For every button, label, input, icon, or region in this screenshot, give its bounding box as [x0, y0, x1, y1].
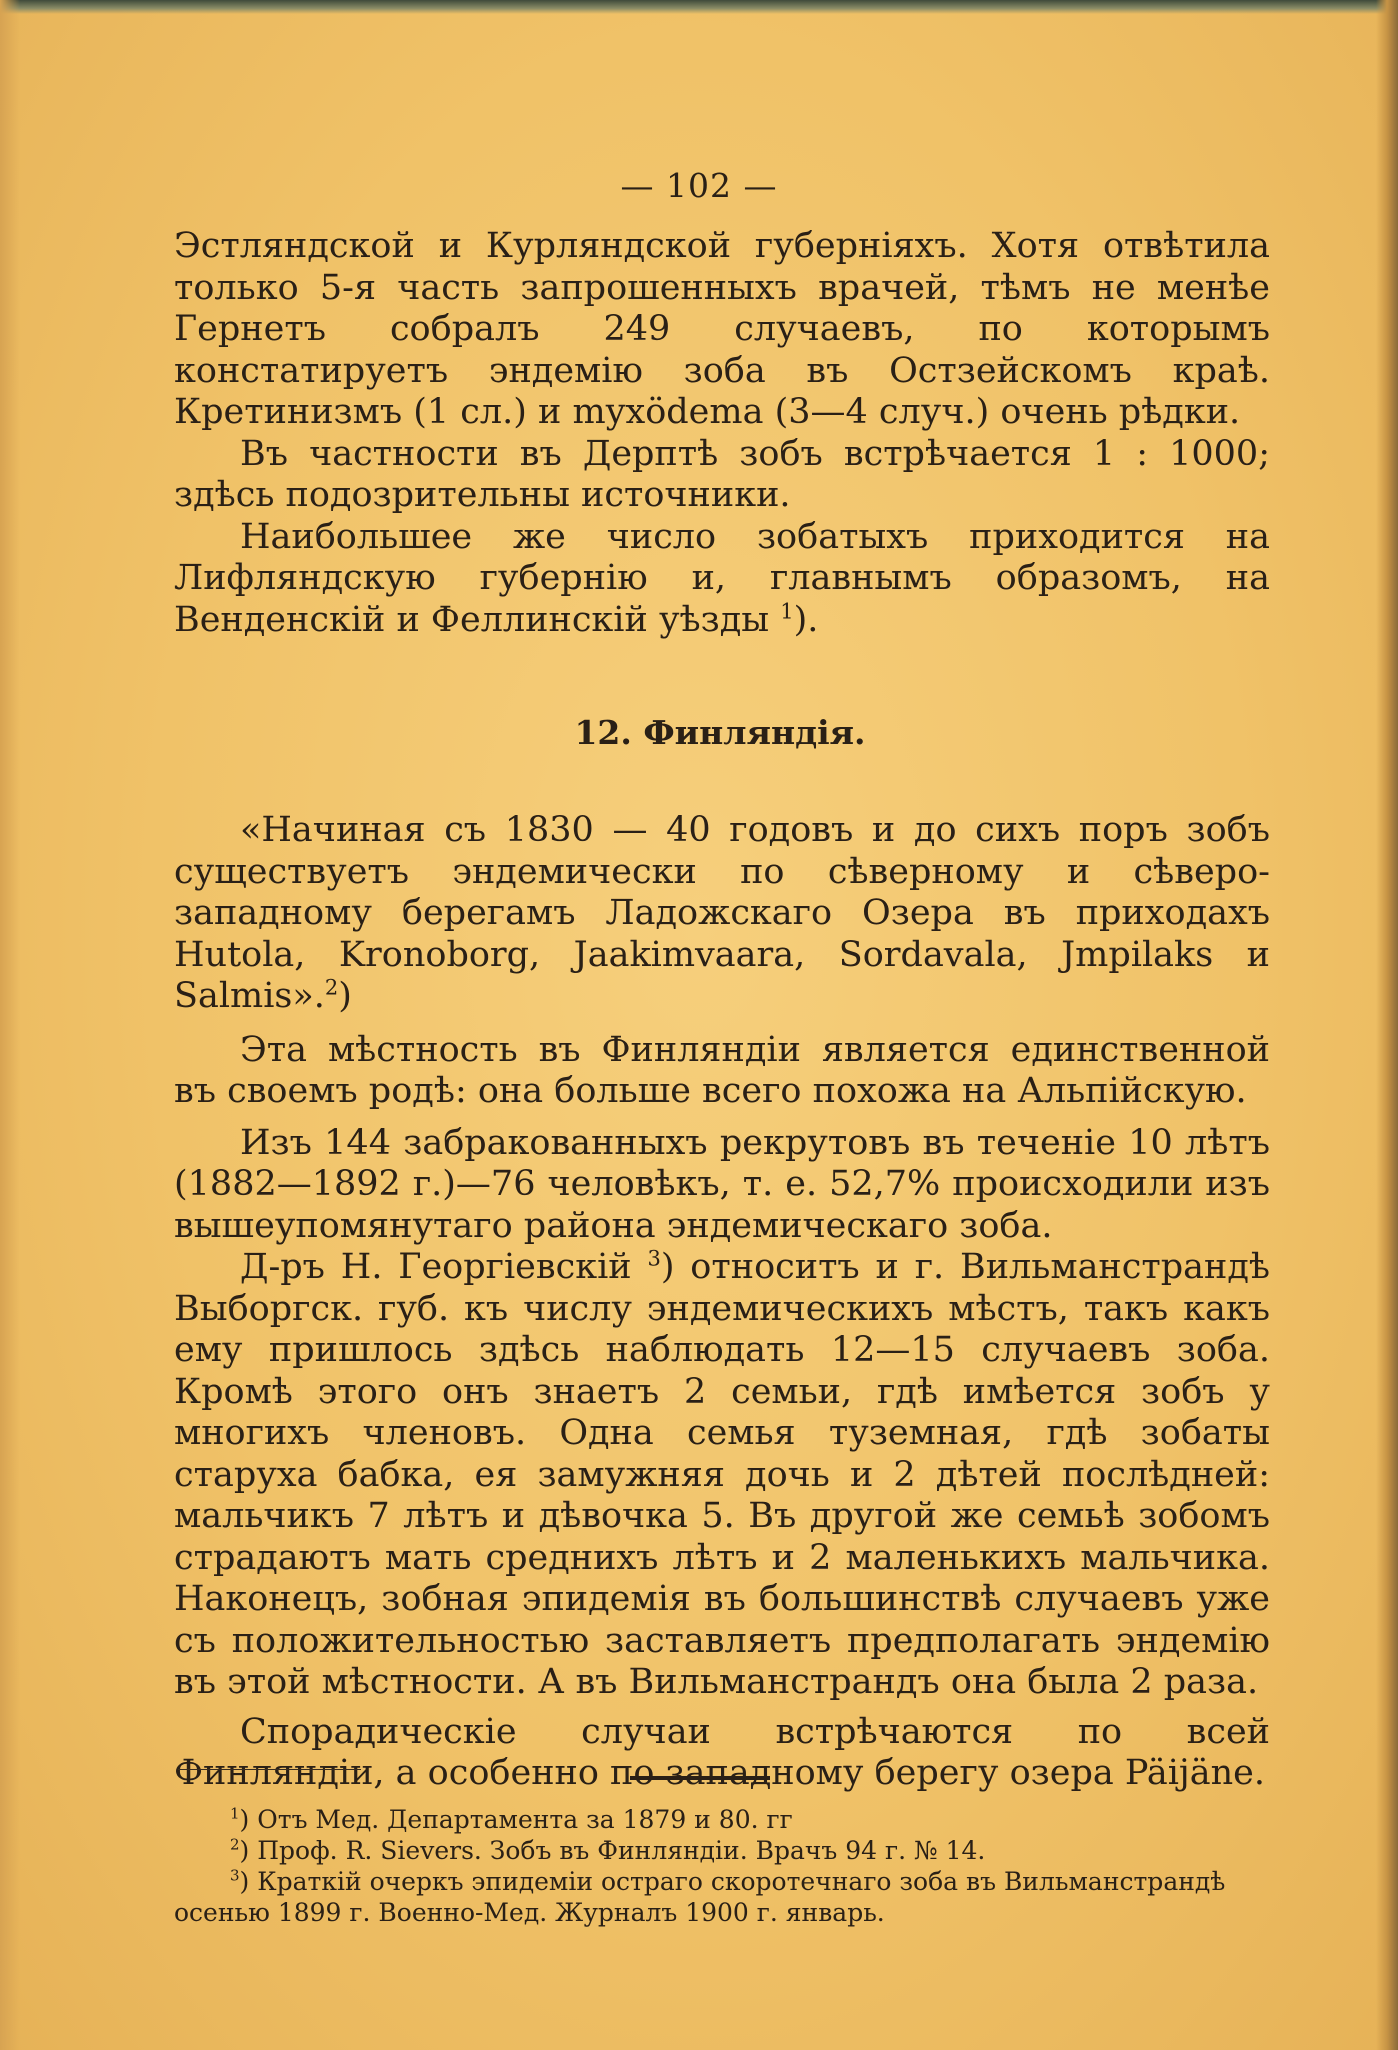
- footnote-1: [174, 1804, 1274, 1835]
- paragraph-estonia: Эстляндской и Курляндской губерніяхъ. Хотя отвѣтила только 5-я часть запрошенныхъ врачей, тѣмъ не менѣе Гернетъ собралъ 249 случаевъ, по которымъ констатируетъ эндемію зоба въ Остзейскомъ краѣ. Кретинизмъ (1 сл.) и myxödema (3—4 случ.) очень рѣдки.: [174, 226, 1270, 432]
- footnote-3: [174, 1866, 1274, 1928]
- quote-text: «Начиная съ 1830 — 40 годовъ и до сихъ поръ зобъ существуетъ эндемически по сѣверному и сѣверо-западному берегамъ Ладожскаго Озера въ приходахъ Hutola, Kronoborg, Jaakimvaara, Sordavala, Jmpilaks и Salmis».: [174, 810, 1270, 1016]
- footnote-1-text: ) Отъ Мед. Департамента за 1879 и 80. гг: [239, 1805, 793, 1834]
- footnote-2: [174, 1835, 1274, 1866]
- footnote-2-text: ) Проф. R. Sievers. Зобъ въ Финляндіи. Врачъ 94 г. № 14.: [239, 1836, 986, 1865]
- footnote-ref-1[interactable]: 1: [780, 598, 794, 623]
- georgievsky-start: Д-ръ Н. Георгіевскій: [240, 1247, 632, 1287]
- page-number: — 102 —: [620, 166, 778, 205]
- footnotes: [174, 1804, 1274, 1928]
- quote-paragraph: [174, 810, 1270, 1018]
- section-end-rule: [630, 1776, 770, 1780]
- footnote-ref-2[interactable]: 2: [324, 975, 339, 1000]
- footnote-ref-3[interactable]: 3: [647, 1246, 661, 1271]
- paragraph-recruits: Изъ 144 забракованныхъ рекрутовъ въ теченіе 10 лѣтъ (1882—1892 г.)—76 человѣкъ, т. е. 52,7% происходили изъ вышеупомянутаго района эндемическаго зоба.: [174, 1122, 1270, 1246]
- page-right-edge: [1376, 0, 1398, 2050]
- georgievsky-rest: ) относитъ и г. Вильманстрандѣ Выборгск. губ. къ числу эндемическихъ мѣстъ, такъ какъ ему пришлось здѣсь наблюдать 12—15 случаевъ зоба. Кромѣ этого онъ знаетъ 2 семьи, гдѣ имѣется зобъ у многихъ членовъ. Одна семья туземная, гдѣ зобаты старуха бабка, ея замужняя дочь и 2 дѣтей послѣдней: мальчикъ 7 лѣтъ и дѣвочка 5. Въ другой же семьѣ зобомъ страдаютъ мать среднихъ лѣтъ и 2 маленькихъ мальчика. Наконецъ, зобная эпидемія въ большинствѣ случаевъ уже съ положительностью заставляетъ предполагать эндемію въ этой мѣстности. А въ Вильманстрандъ она была 2 раза.: [174, 1247, 1270, 1702]
- paragraph-dorpat: Въ частности въ Дерптѣ зобъ встрѣчается 1 : 1000; здѣсь подозрительны источники.: [174, 433, 1270, 515]
- section-heading: 12. Финляндія.: [574, 713, 866, 752]
- paragraph-livonia: [174, 517, 1270, 642]
- top-text-block: [174, 226, 1270, 641]
- main-text-block: [174, 810, 1270, 1795]
- footnote-3-mark: 3: [230, 1866, 240, 1885]
- paragraph-sporadic: Спорадическіе случаи встрѣчаются по всей Финляндіи, а особенно по западному берегу озера Päijäne.: [174, 1711, 1270, 1793]
- paragraph-uniqueness: Эта мѣстность въ Финляндіи является единственной въ своемъ родѣ: она больше всего похожа на Альпійскую.: [174, 1029, 1270, 1111]
- footnote-separator: [178, 1769, 361, 1770]
- paragraph-georgievsky: [174, 1247, 1270, 1704]
- paragraph-livonia-text: Наибольшее же число зобатыхъ приходится на Лифляндскую губернію и, главнымъ образомъ, на Венденскій и Феллинскій уѣзды: [174, 516, 1270, 640]
- quote-end: ): [338, 976, 352, 1016]
- page-top-edge: [0, 0, 1398, 14]
- footnote-1-mark: 1: [230, 1804, 240, 1823]
- footnote-3-text: ) Краткій очеркъ эпидеміи остраго скоротечнаго зоба въ Вильманстрандѣ осенью 1899 г. Военно-Мед. Журналъ 1900 г. январь.: [174, 1867, 1226, 1927]
- page-left-edge: [0, 0, 20, 2050]
- footnote-2-mark: 2: [230, 1835, 240, 1854]
- paragraph-livonia-end: ).: [793, 599, 819, 640]
